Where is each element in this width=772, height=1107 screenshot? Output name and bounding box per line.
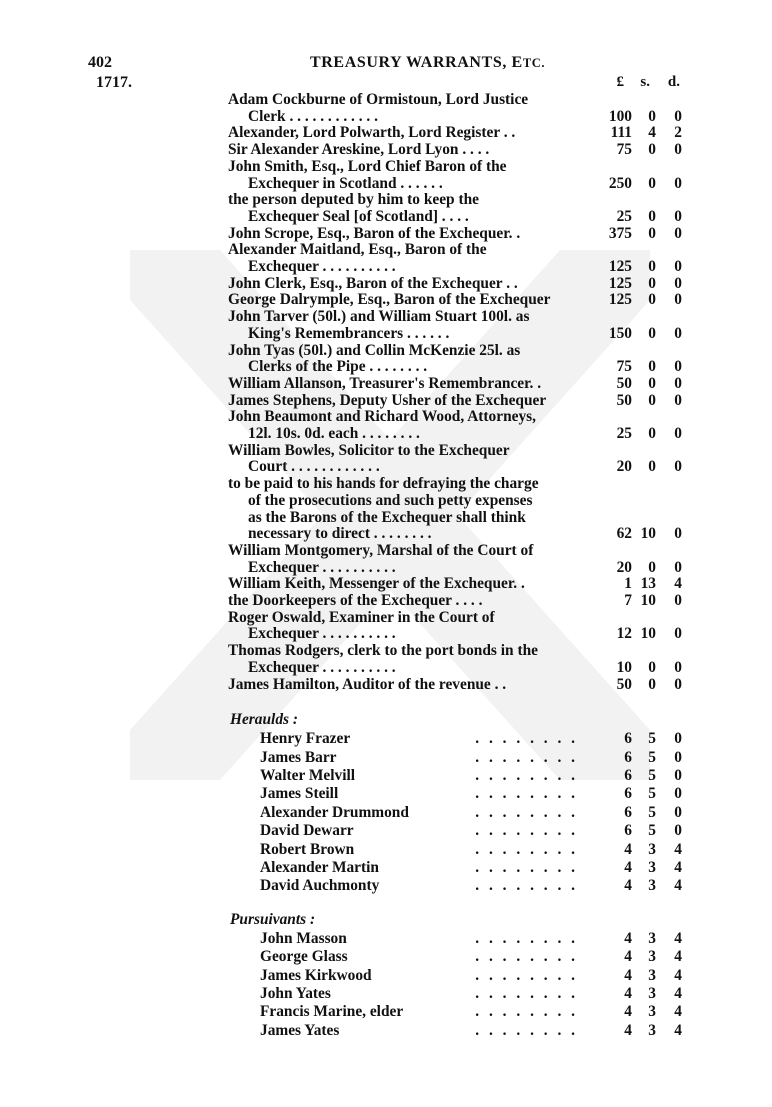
- entry-line: Exchequer . . . . . . . . . .: [248, 558, 396, 576]
- amount-pence: 0: [674, 767, 682, 784]
- amount-shillings: 0: [648, 374, 656, 392]
- pursuivant-entry: [228, 949, 688, 966]
- person-name: John Yates: [260, 985, 331, 1002]
- amount-shillings: 0: [648, 425, 656, 442]
- amount-pence: 0: [674, 274, 682, 292]
- amount-pence: 0: [674, 291, 682, 309]
- entry-description: [228, 292, 574, 309]
- herauld-entry: [228, 842, 688, 859]
- amount-pence: 0: [674, 785, 682, 803]
- warrant-entry: [228, 576, 688, 593]
- person-name: James Yates: [260, 1021, 340, 1039]
- warrant-entry: [228, 159, 688, 192]
- leader-dots: . . . . . . . .: [475, 803, 578, 821]
- warrant-entry: [228, 376, 688, 393]
- leader-dots: . . . . . . . .: [475, 1021, 578, 1039]
- amount-pence: 4: [674, 1003, 682, 1021]
- amount-shillings: 0: [648, 107, 656, 125]
- entry-line: the Doorkeepers of the Exchequer . . . .: [228, 592, 483, 609]
- amount-pounds: 6: [624, 785, 632, 803]
- entry-description: [228, 242, 574, 275]
- leader-dots: . . . . . . . .: [475, 966, 578, 984]
- amount-shillings: 0: [648, 224, 656, 242]
- amount-pence: 0: [674, 207, 682, 225]
- amount-pence: 0: [674, 625, 682, 643]
- entry-line: the person deputed by him to keep the: [228, 191, 479, 209]
- amount-shillings: 3: [648, 859, 656, 876]
- person-name: John Masson: [260, 929, 347, 947]
- amount-shillings: 5: [648, 767, 656, 784]
- entry-line: Exchequer in Scotland . . . . . .: [248, 174, 443, 192]
- entry-description: [228, 409, 574, 442]
- amount-pounds: 50: [616, 374, 632, 392]
- person-name: Francis Marine, elder: [260, 1003, 404, 1021]
- leader-dots: . . . . . . . .: [475, 840, 578, 858]
- leader-dots: . . . . . . . .: [475, 859, 578, 876]
- amount-pence: 0: [674, 141, 682, 159]
- amount-shillings: 5: [648, 803, 656, 821]
- amount-pence: 0: [674, 224, 682, 242]
- amount-pence: 0: [674, 558, 682, 576]
- amount-pounds: 4: [624, 1021, 632, 1039]
- entry-description: [228, 643, 574, 676]
- amount-pounds: 125: [608, 258, 632, 275]
- warrant-entry: [228, 543, 688, 576]
- amount-pence: 0: [674, 822, 682, 840]
- amount-shillings: 5: [648, 748, 656, 766]
- entry-line: George Dalrymple, Esq., Baron of the Exchequer: [228, 291, 551, 309]
- warrant-entry: [228, 610, 688, 643]
- amount-pounds: 150: [608, 324, 632, 342]
- amount-pence: 0: [674, 107, 682, 125]
- amount-pence: 0: [674, 324, 682, 342]
- warrant-entry: [228, 343, 688, 376]
- warrant-entry: [228, 443, 688, 476]
- amount-pence: 0: [674, 748, 682, 766]
- leader-dots: . . . . . . . .: [475, 822, 578, 840]
- running-head-tail: TC.: [522, 56, 546, 70]
- leader-dots: . . . . . . . .: [475, 985, 578, 1002]
- amount-shillings: 3: [648, 1003, 656, 1021]
- person-name: Alexander Martin: [260, 859, 379, 876]
- entry-line: William Bowles, Solicitor to the Exchequer: [228, 441, 510, 459]
- amount-pounds: 50: [616, 391, 632, 409]
- herauld-entry: [228, 731, 688, 748]
- leader-dots: . . . . . . . .: [475, 767, 578, 784]
- entry-line: King's Remembrancers . . . . . .: [248, 324, 450, 342]
- herauld-entry: [228, 878, 688, 895]
- amount-shillings: 0: [648, 658, 656, 676]
- amount-shillings: 10: [640, 625, 656, 643]
- amount-shillings: 4: [648, 124, 656, 142]
- amount-pounds: 6: [624, 767, 632, 784]
- amount-pence: 0: [674, 658, 682, 676]
- amount-pence: 4: [674, 877, 682, 895]
- amount-pence: 4: [674, 985, 682, 1002]
- herauld-entry: [228, 860, 688, 877]
- amount-pounds: 4: [624, 948, 632, 966]
- entry-description: [228, 476, 574, 543]
- warrant-entry: [228, 276, 688, 293]
- amount-pounds: 25: [616, 425, 632, 442]
- amount-pounds: 20: [616, 558, 632, 576]
- person-name: Walter Melvill: [260, 767, 356, 784]
- entry-description: [228, 593, 574, 610]
- amount-pounds: 4: [624, 929, 632, 947]
- amount-shillings: 3: [648, 877, 656, 895]
- leader-dots: . . . . . . . .: [475, 785, 578, 803]
- leader-dots: . . . . . . . .: [475, 929, 578, 947]
- amount-pounds: 4: [624, 877, 632, 895]
- pursuivant-entry: [228, 1023, 688, 1040]
- entry-line: Alexander, Lord Polwarth, Lord Register . .: [228, 124, 516, 142]
- pursuivant-entry: [228, 986, 688, 1003]
- amount-shillings: 0: [648, 274, 656, 292]
- entry-line: Alexander Maitland, Esq., Baron of the: [228, 241, 487, 259]
- amount-shillings: 13: [640, 575, 656, 593]
- warrant-entry: [228, 309, 688, 342]
- warrant-entry: [228, 142, 688, 159]
- entry-description: [228, 677, 574, 694]
- warrant-entry: [228, 393, 688, 410]
- entry-line: necessary to direct . . . . . . . .: [248, 525, 432, 543]
- amount-shillings: 0: [648, 391, 656, 409]
- amount-pence: 0: [674, 458, 682, 476]
- amount-pence: 0: [674, 525, 682, 543]
- column-head-pounds: £: [616, 74, 624, 90]
- amount-shillings: 0: [648, 324, 656, 342]
- person-name: James Barr: [260, 748, 337, 766]
- amount-pounds: 375: [608, 224, 632, 242]
- person-name: Alexander Drummond: [260, 803, 409, 821]
- amount-shillings: 10: [640, 525, 656, 543]
- amount-pounds: 111: [610, 124, 632, 142]
- entry-description: [228, 142, 574, 159]
- amount-shillings: 0: [648, 358, 656, 376]
- amount-pence: 0: [674, 425, 682, 442]
- year-label: 1717.: [96, 74, 132, 91]
- herauld-entry: [228, 786, 688, 803]
- amount-shillings: 0: [648, 558, 656, 576]
- pursuivant-heading: Pursuivants :: [230, 910, 316, 928]
- amount-pence: 4: [674, 1021, 682, 1039]
- amount-pounds: 75: [616, 141, 632, 159]
- entry-line: of the prosecutions and such petty expenses: [248, 491, 533, 509]
- amount-pounds: 50: [616, 675, 632, 693]
- entry-description: [228, 192, 574, 225]
- entry-description: [228, 309, 574, 342]
- entry-line: John Smith, Esq., Lord Chief Baron of the: [228, 157, 507, 175]
- warrant-entry: [228, 593, 688, 610]
- entry-line: John Beaumont and Richard Wood, Attorneys,: [228, 408, 537, 426]
- entry-description: [228, 276, 574, 293]
- amount-pence: 0: [674, 592, 682, 609]
- entry-line: James Hamilton, Auditor of the revenue . .: [228, 675, 507, 693]
- amount-pence: 0: [674, 258, 682, 275]
- entry-line: Court . . . . . . . . . . . .: [248, 458, 380, 476]
- herauld-entry: [228, 823, 688, 840]
- entry-line: Thomas Rodgers, clerk to the port bonds in the: [228, 642, 538, 660]
- entry-description: [228, 393, 574, 410]
- amount-pounds: 10: [616, 658, 632, 676]
- amount-pounds: 100: [608, 107, 632, 125]
- amount-pounds: 75: [616, 358, 632, 376]
- entry-line: Exchequer . . . . . . . . . .: [248, 258, 396, 275]
- amount-pounds: 25: [616, 207, 632, 225]
- leader-dots: . . . . . . . .: [475, 748, 578, 766]
- entry-description: [228, 543, 574, 576]
- amount-shillings: 3: [648, 948, 656, 966]
- entry-description: [228, 610, 574, 643]
- entry-description: [228, 125, 574, 142]
- amount-pounds: 12: [616, 625, 632, 643]
- entry-description: [228, 226, 574, 243]
- amount-shillings: 0: [648, 258, 656, 275]
- entry-line: William Montgomery, Marshal of the Court of: [228, 541, 534, 559]
- person-name: George Glass: [260, 948, 348, 966]
- amount-pence: 0: [674, 675, 682, 693]
- leader-dots: . . . . . . . .: [475, 948, 578, 966]
- herauld-entry: [228, 805, 688, 822]
- warrant-entry: [228, 677, 688, 694]
- entry-line: Exchequer . . . . . . . . . .: [248, 658, 396, 676]
- amount-pounds: 4: [624, 859, 632, 876]
- entry-line: 12l. 10s. 0d. each . . . . . . . .: [248, 425, 420, 442]
- person-name: James Kirkwood: [260, 966, 372, 984]
- person-name: David Auchmonty: [260, 877, 380, 895]
- herauld-entry: [228, 768, 688, 785]
- entry-description: [228, 159, 574, 192]
- entry-line: Roger Oswald, Examiner in the Court of: [228, 608, 495, 626]
- warrant-entry: [228, 292, 688, 309]
- entry-line: James Stephens, Deputy Usher of the Exchequer: [228, 391, 547, 409]
- amount-pence: 0: [674, 803, 682, 821]
- entry-line: Adam Cockburne of Ormistoun, Lord Justice: [228, 91, 529, 108]
- amount-pence: 4: [674, 575, 682, 593]
- amount-shillings: 3: [648, 840, 656, 858]
- leader-dots: . . . . . . . .: [475, 730, 578, 748]
- amount-pounds: 6: [624, 748, 632, 766]
- amount-shillings: 0: [648, 458, 656, 476]
- pursuivant-entry: [228, 968, 688, 985]
- running-head: [310, 54, 545, 72]
- amount-shillings: 0: [648, 207, 656, 225]
- entry-line: Clerks of the Pipe . . . . . . . .: [248, 358, 428, 376]
- warrant-entry: [228, 409, 688, 442]
- warrant-entry: [228, 192, 688, 225]
- page-number: 402: [88, 54, 112, 71]
- entry-line: John Tyas (50l.) and Collin McKenzie 25l. as: [228, 341, 521, 359]
- entry-line: William Keith, Messenger of the Exchequer. .: [228, 575, 525, 593]
- person-name: David Dewarr: [260, 822, 354, 840]
- pursuivant-entry: [228, 1004, 688, 1021]
- entry-description: [228, 576, 574, 593]
- amount-pounds: 6: [624, 822, 632, 840]
- amount-shillings: 3: [648, 929, 656, 947]
- warrant-entry: [228, 476, 688, 543]
- amount-pence: 0: [674, 174, 682, 192]
- amount-pence: 4: [674, 840, 682, 858]
- person-name: Henry Frazer: [260, 730, 351, 748]
- warrant-entry: [228, 125, 688, 142]
- amount-pounds: 250: [608, 174, 632, 192]
- entry-description: [228, 343, 574, 376]
- entry-line: William Allanson, Treasurer's Remembrancer. .: [228, 374, 542, 392]
- entry-line: John Scrope, Esq., Baron of the Exchequer. .: [228, 224, 521, 242]
- leader-dots: . . . . . . . .: [475, 1003, 578, 1021]
- amount-pounds: 7: [624, 592, 632, 609]
- herauld-entry: [228, 750, 688, 767]
- entry-description: [228, 92, 574, 125]
- amount-pence: 0: [674, 391, 682, 409]
- entry-line: John Clerk, Esq., Baron of the Exchequer . .: [228, 274, 518, 292]
- entry-line: John Tarver (50l.) and William Stuart 100l. as: [228, 308, 530, 326]
- amount-shillings: 0: [648, 291, 656, 309]
- amount-pence: 2: [674, 124, 682, 142]
- warrant-entry: [228, 643, 688, 676]
- amount-shillings: 5: [648, 822, 656, 840]
- entry-description: [228, 443, 574, 476]
- entry-line: Sir Alexander Areskine, Lord Lyon . . . .: [228, 141, 490, 159]
- amount-pence: 4: [674, 929, 682, 947]
- pursuivant-entry: [228, 931, 688, 948]
- amount-pounds: 4: [624, 1003, 632, 1021]
- amount-pence: 4: [674, 859, 682, 876]
- amount-shillings: 0: [648, 141, 656, 159]
- amount-pounds: 6: [624, 730, 632, 748]
- amount-pence: 4: [674, 948, 682, 966]
- amount-pence: 0: [674, 358, 682, 376]
- amount-shillings: 3: [648, 1021, 656, 1039]
- amount-shillings: 0: [648, 174, 656, 192]
- entry-description: [228, 376, 574, 393]
- amount-pence: 0: [674, 374, 682, 392]
- amount-shillings: 5: [648, 730, 656, 748]
- amount-pence: 4: [674, 966, 682, 984]
- amount-shillings: 3: [648, 985, 656, 1002]
- amount-shillings: 3: [648, 966, 656, 984]
- amount-pounds: 4: [624, 840, 632, 858]
- column-head-pence: d.: [667, 74, 680, 90]
- warrant-entry: [228, 242, 688, 275]
- amount-pounds: 4: [624, 985, 632, 1002]
- warrant-entry: [228, 92, 688, 125]
- entry-line: Exchequer Seal [of Scotland] . . . .: [248, 207, 469, 225]
- amount-pounds: 6: [624, 803, 632, 821]
- column-head-shillings: s.: [640, 74, 650, 90]
- amount-pounds: 62: [616, 525, 632, 543]
- entry-line: to be paid to his hands for defraying the charge: [228, 475, 539, 493]
- running-head-main: TREASURY WARRANTS, E: [310, 54, 523, 71]
- person-name: James Steill: [260, 785, 339, 803]
- person-name: Robert Brown: [260, 840, 355, 858]
- amount-pounds: 1: [624, 575, 632, 593]
- entry-line: Exchequer . . . . . . . . . .: [248, 625, 396, 643]
- entry-line: as the Barons of the Exchequer shall think: [248, 508, 526, 526]
- entry-line: Clerk . . . . . . . . . . . .: [248, 107, 378, 125]
- amount-shillings: 0: [648, 675, 656, 693]
- amount-pounds: 4: [624, 966, 632, 984]
- amount-pence: 0: [674, 730, 682, 748]
- warrant-entry: [228, 226, 688, 243]
- amount-shillings: 10: [640, 592, 656, 609]
- herauld-heading: Heraulds :: [230, 711, 298, 729]
- leader-dots: . . . . . . . .: [475, 877, 578, 895]
- amount-shillings: 5: [648, 785, 656, 803]
- amount-pounds: 125: [608, 291, 632, 309]
- amount-pounds: 125: [608, 274, 632, 292]
- amount-pounds: 20: [616, 458, 632, 476]
